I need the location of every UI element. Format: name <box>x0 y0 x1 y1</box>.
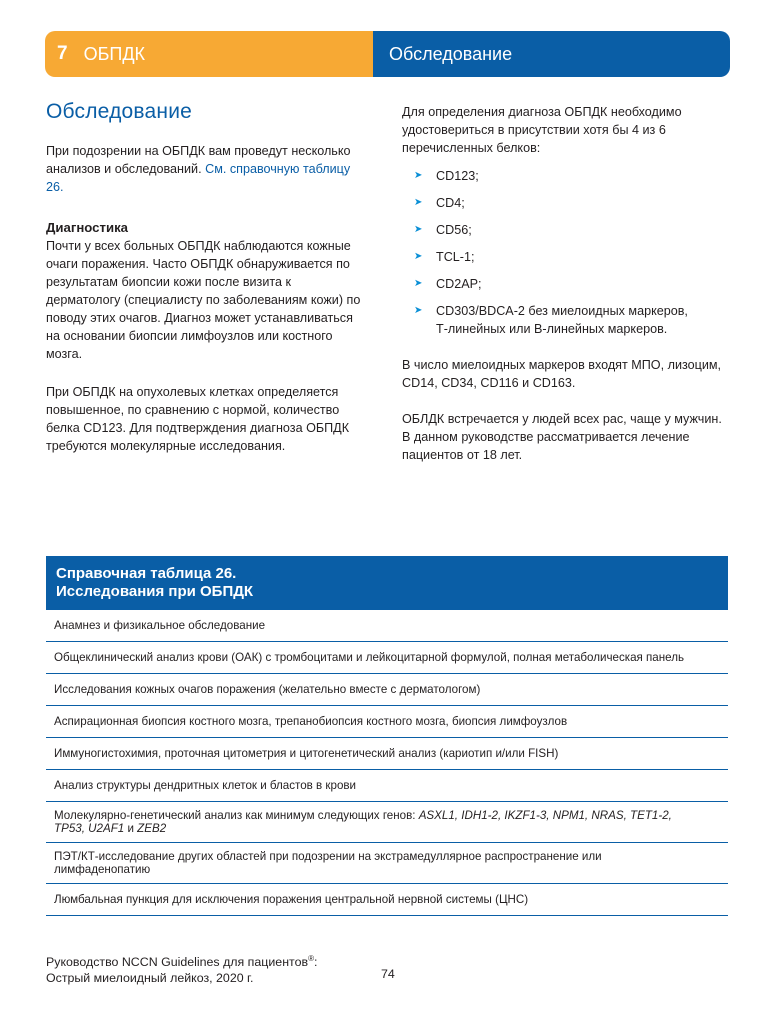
footer-document-title: Острый миелоидный лейкоз, 2020 г. <box>46 971 254 986</box>
table-row: Исследования кожных очагов поражения (желательно вместе с дерматологом) <box>46 674 728 706</box>
table-row: Аспирационная биопсия костного мозга, трепанобиопсия костного мозга, биопсия лимфоузлов <box>46 706 728 738</box>
chevron-right-icon: ➤ <box>414 170 423 181</box>
list-item: ➤ CD56; <box>414 223 472 237</box>
reference-table <box>46 556 728 916</box>
table-row: ПЭТ/КТ-исследование других областей при подозрении на экстрамедуллярное распространение или лимфаденопатию <box>46 843 728 884</box>
intro-text: При подозрении на ОБПДК вам проведут несколько анализов и обследований. <box>46 144 351 176</box>
chevron-right-icon: ➤ <box>414 278 423 289</box>
chapter-number: 7 <box>57 43 68 64</box>
chevron-right-icon: ➤ <box>414 197 423 208</box>
table-row: Люмбальная пункция для исключения поражения центральной нервной системы (ЦНС) <box>46 884 728 916</box>
chevron-right-icon: ➤ <box>414 305 423 316</box>
table-title-line2: Исследования при ОБПДК <box>56 583 254 600</box>
table-row: Анализ структуры дендритных клеток и бластов в крови <box>46 770 728 802</box>
chevron-right-icon: ➤ <box>414 251 423 262</box>
left-column <box>46 100 366 455</box>
diagnostics-heading: Диагностика <box>46 220 129 235</box>
table-row <box>46 802 728 843</box>
page-footer <box>46 951 317 986</box>
diagnostics-paragraph: Почти у всех больных ОБПДК наблюдаются кожные очаги поражения. Часто ОБПДК обнаруживается по результатам биопсии кожи после визита к дерматологу (специалисту по заболеваниям кожи) по поводу этих очагов. Диагноз может устанавливаться на основании биопсии лимфоузлов или костного мозга. <box>46 239 361 361</box>
list-item: ➤ CD303/BDCA-2 без миелоидных маркеров, Т-линейных или В-линейных маркеров. <box>414 304 688 336</box>
population-paragraph: ОБЛДК встречается у людей всех рас, чаще у мужчин. В данном руководстве рассматривается лечение пациентов от 18 лет. <box>402 412 722 462</box>
myeloid-markers-paragraph: В число миелоидных маркеров входят МПО, лизоцим, CD14, CD34, CD116 и CD163. <box>402 358 722 390</box>
table-reference-link[interactable]: См. справочную таблицу 26. <box>46 162 351 194</box>
section-header-title: Обследование <box>389 43 513 64</box>
molecular-row-text: Молекулярно-генетический анализ как минимум следующих генов: ASXL1, IDH1-2, IKZF1-3, NPM1, NRAS, TET1-2, TP53, U2AF1 и ZEB2 <box>54 809 672 835</box>
chapter-header <box>45 31 730 77</box>
page-title: Обследование <box>46 100 193 123</box>
intro-paragraph <box>46 142 366 196</box>
page-number: 74 <box>381 967 395 981</box>
table-title-line1: Справочная таблица 26. <box>56 565 237 582</box>
footer-guideline-title: Руководство NCCN Guidelines для пациентов®: <box>46 954 318 970</box>
cd123-paragraph: При ОБПДК на опухолевых клетках определяется повышенное, по сравнению с нормой, количество белка CD123. Для подтверждения диагноза ОБПДК требуются молекулярные исследования. <box>46 385 350 453</box>
chevron-right-icon: ➤ <box>414 224 423 235</box>
table-row: Общеклинический анализ крови (ОАК) с тромбоцитами и лейкоцитарной формулой, полная метаболическая панель <box>46 642 728 674</box>
right-column <box>402 103 732 464</box>
list-item: ➤ CD4; <box>414 196 465 210</box>
list-item: ➤ CD123; <box>414 169 479 183</box>
list-item: ➤ TCL-1; <box>414 250 475 264</box>
list-item: ➤ CD2AP; <box>414 277 482 291</box>
section-tab <box>373 31 730 77</box>
gene-name: ZEB2 <box>137 822 167 835</box>
table-header <box>46 556 728 610</box>
marker-list <box>402 167 732 338</box>
chapter-tab <box>45 31 373 77</box>
markers-lead-paragraph: Для определения диагноза ОБПДК необходимо удостовериться в присутствии хотя бы 4 из 6 перечисленных белков: <box>402 105 682 155</box>
table-row: Анамнез и физикальное обследование <box>46 610 728 642</box>
gene-list: ASXL1, IDH1-2, IKZF1-3, NPM1, NRAS, TET1-2, <box>418 809 672 822</box>
table-row: Иммуногистохимия, проточная цитометрия и цитогенетический анализ (кариотип и/или FISH) <box>46 738 728 770</box>
chapter-title: ОБПДК <box>83 43 146 64</box>
gene-list: TP53, U2AF1 <box>54 822 125 835</box>
